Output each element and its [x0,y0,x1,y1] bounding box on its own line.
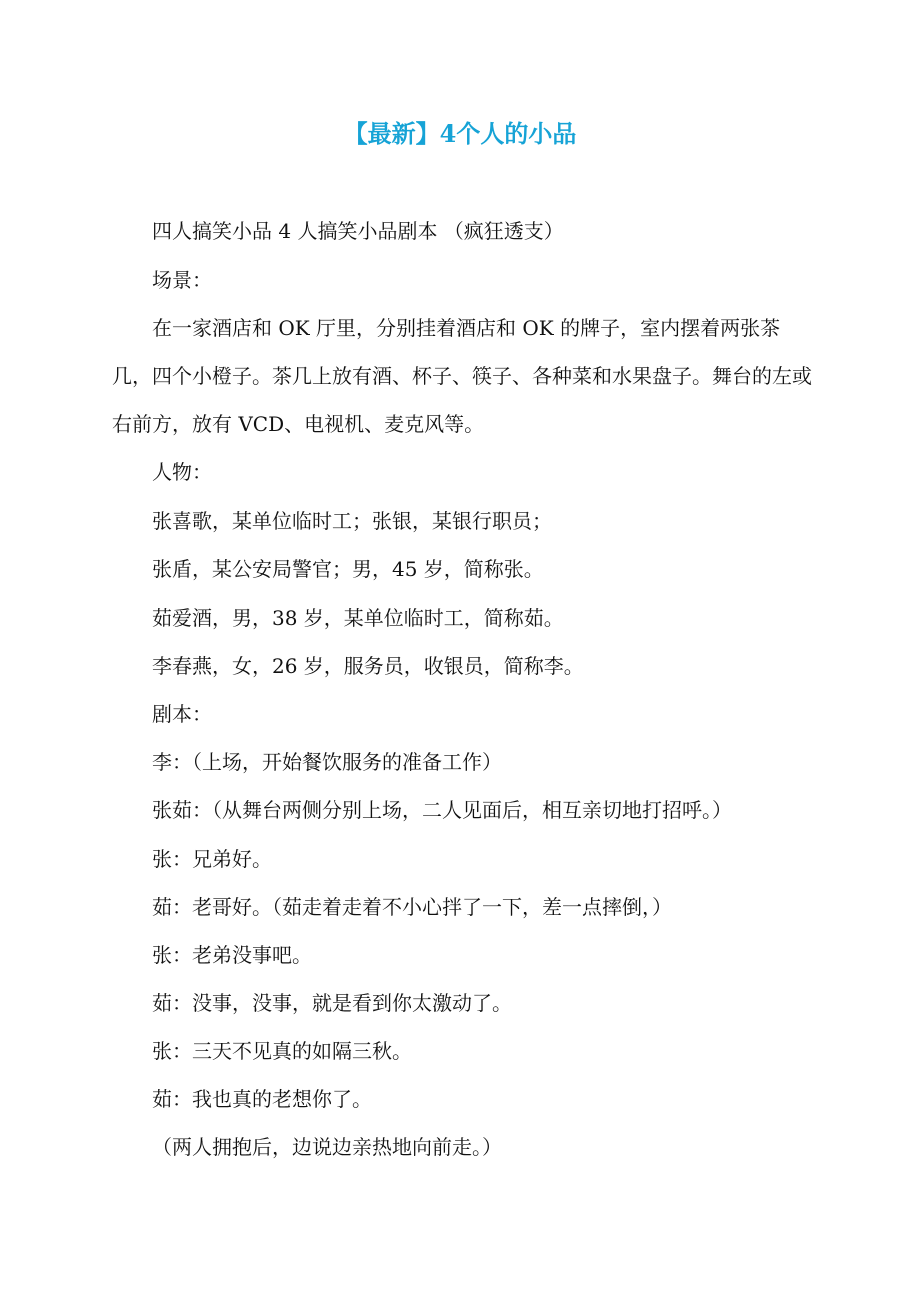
paragraph-character: 张盾，某公安局警官；男，45 岁，简称张。 [152,557,544,581]
paragraph-stage-direction: （两人拥抱后，边说边亲热地向前走。） [152,1135,502,1159]
paragraph-script-heading: 剧本： [152,702,212,726]
document-title: 【最新】4个人的小品 [343,119,577,148]
paragraph-character: 茹爱酒，男，38 岁，某单位临时工，简称茹。 [152,606,564,630]
paragraph-dialogue: 张：老弟没事吧。 [152,943,312,967]
paragraph-dialogue: 张：三天不见真的如隔三秋。 [152,1039,412,1063]
paragraph-dialogue: 李：（上场，开始餐饮服务的准备工作） [152,750,502,774]
paragraph-dialogue: 茹：没事，没事，就是看到你太激动了。 [152,991,512,1015]
paragraph-dialogue: 张茹：（从舞台两侧分别上场，二人见面后，相互亲切地打招呼。） [152,798,732,822]
paragraph-scene-heading: 场景： [152,268,212,292]
paragraph-dialogue: 茹：老哥好。（茹走着走着不小心拌了一下，差一点摔倒，） [152,895,672,919]
paragraph-subtitle: 四人搞笑小品 4 人搞笑小品剧本 （疯狂透支） [152,219,564,243]
paragraph-dialogue: 张：兄弟好。 [152,847,272,871]
paragraph-characters-heading: 人物： [152,460,212,484]
paragraph-dialogue: 茹：我也真的老想你了。 [152,1087,372,1111]
paragraph-character: 张喜歌，某单位临时工；张银，某银行职员； [152,509,552,533]
paragraph-scene-description: 在一家酒店和 OK 厅里，分别挂着酒店和 OK 的牌子，室内摆着两张茶几，四个小橙子。茶几上放有酒、杯子、筷子、各种菜和水果盘子。舞台的左或右前方，放有 VCD、电视机、麦克风等。 [112,316,812,436]
paragraph-character: 李春燕，女，26 岁，服务员，收银员，简称李。 [152,654,584,678]
